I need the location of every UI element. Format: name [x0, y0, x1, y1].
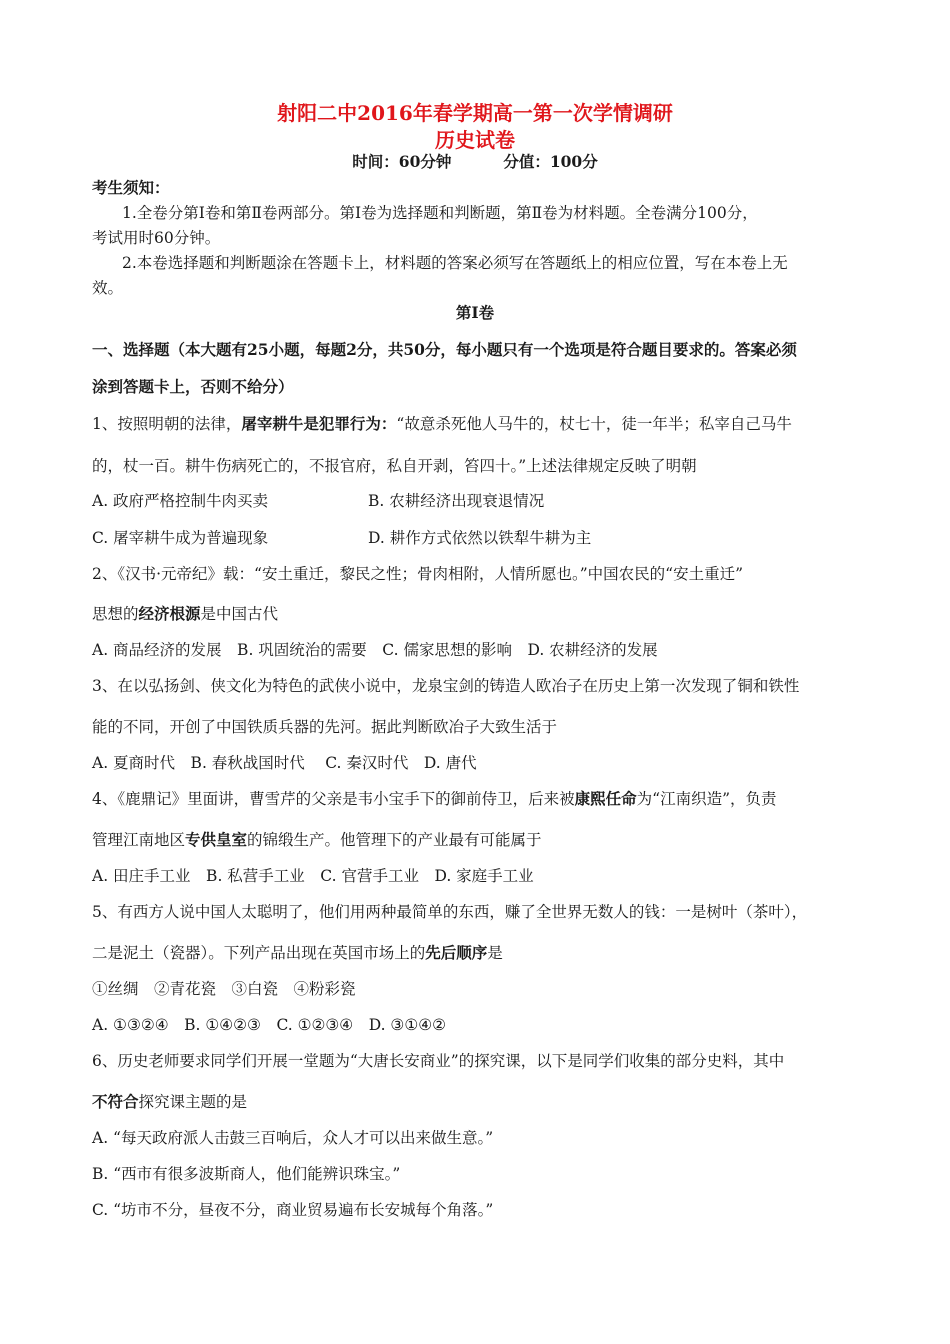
exam-subject: 历史试卷	[435, 128, 515, 152]
question-6-option-b: B. “西市有很多波斯商人，他们能辨识珠宝。”	[92, 1165, 401, 1183]
question-6-text: 探究课主题的是	[138, 1093, 248, 1111]
question-5-stem-cont	[92, 943, 503, 963]
notice-heading: 考生须知：	[92, 178, 170, 197]
question-3-options: A. 夏商时代 B. 春秋战国时代 C. 秦汉时代 D. 唐代	[92, 754, 477, 772]
question-4-text-end: 为“江南织造”，负责	[636, 790, 777, 808]
question-4-text-2: 管理江南地区	[92, 831, 186, 849]
question-5-text-end: 是	[487, 944, 503, 962]
question-4-options: A. 田庄手工业 B. 私营手工业 C. 官营手工业 D. 家庭手工业	[92, 867, 534, 885]
question-6-emphasis: 不符合	[92, 1092, 139, 1111]
exam-time: 时间：60分钟	[352, 152, 452, 171]
question-1-quote: “故意杀死他人马牛的，杖七十，徒一年半；私宰自己马牛	[396, 415, 792, 433]
question-4-stem-cont	[92, 830, 542, 850]
question-2-stem-cont	[92, 604, 278, 624]
question-6-option-a: A. “每天政府派人击鼓三百响后，众人才可以出来做生意。”	[92, 1129, 494, 1147]
question-1-text: 1、按照明朝的法律，	[92, 415, 242, 433]
question-2-text-end: 是中国古代	[200, 605, 279, 623]
question-6-option-c: C. “坊市不分，昼夜不分，商业贸易遍布长安城每个角落。”	[92, 1201, 494, 1219]
question-6-stem: 6、历史老师要求同学们开展一堂题为“大唐长安商业”的探究课，以下是同学们收集的部分史料，其中	[92, 1052, 785, 1070]
question-4-text: 4、《鹿鼎记》里面讲，曹雪芹的父亲是韦小宝手下的御前侍卫，后来被	[92, 790, 575, 808]
notice-item-2: 2.本卷选择题和判断题涂在答题卡上，材料题的答案必须写在答题纸上的相应位置，写在本卷上无	[122, 254, 788, 272]
question-2-stem: 2、《汉书·元帝纪》载：“安土重迁，黎民之性；骨肉相附，人情所愿也。”中国农民的“安土重迁”	[92, 565, 743, 583]
notice-item-1-cont: 考试用时60分钟。	[92, 229, 221, 247]
question-5-items: ①丝绸 ②青花瓷 ③白瓷 ④粉彩瓷	[92, 980, 356, 998]
question-5-text: 二是泥土（瓷器）。下列产品出现在英国市场上的	[92, 944, 426, 962]
notice-item-1: 1.全卷分第Ⅰ卷和第Ⅱ卷两部分。第Ⅰ卷为选择题和判断题，第Ⅱ卷为材料题。全卷满分100分，	[122, 204, 758, 222]
question-4-stem	[92, 789, 777, 809]
question-1-option-a: A. 政府严格控制牛肉买卖	[92, 492, 269, 510]
part1-heading-cont: 涂到答题卡上，否则不给分）	[92, 377, 294, 396]
question-1-stem-cont: 的，杖一百。耕牛伤病死亡的，不报官府，私自开剥，笞四十。”上述法律规定反映了明朝	[92, 457, 697, 475]
question-1-option-b: B. 农耕经济出现衰退情况	[368, 492, 545, 510]
question-4-emphasis: 康熙任命	[574, 789, 637, 808]
question-1-stem	[92, 414, 792, 434]
question-6-stem-cont	[92, 1092, 247, 1112]
question-5-emphasis: 先后顺序	[425, 943, 488, 962]
volume-title: 第Ⅰ卷	[455, 303, 495, 322]
question-5-options: A. ①③②④ B. ①④②③ C. ①②③④ D. ③①④②	[92, 1016, 447, 1034]
exam-title: 射阳二中2016年春学期高一第一次学情调研	[277, 101, 673, 125]
exam-score: 分值：100分	[503, 152, 598, 171]
question-2-emphasis: 经济根源	[138, 604, 201, 623]
question-2-text: 思想的	[92, 605, 139, 623]
question-4-emphasis-2: 专供皇室	[185, 830, 248, 849]
question-3-stem: 3、在以弘扬剑、侠文化为特色的武侠小说中，龙泉宝剑的铸造人欧冶子在历史上第一次发现了铜和铁性	[92, 677, 800, 695]
question-1-option-c: C. 屠宰耕牛成为普遍现象	[92, 529, 269, 547]
question-2-options: A. 商品经济的发展 B. 巩固统治的需要 C. 儒家思想的影响 D. 农耕经济的发展	[92, 641, 658, 659]
question-1-option-d: D. 耕作方式依然以铁犁牛耕为主	[368, 529, 592, 547]
question-5-stem: 5、有西方人说中国人太聪明了，他们用两种最简单的东西，赚了全世界无数人的钱：一是树叶（茶叶），	[92, 903, 808, 921]
part1-heading: 一、选择题（本大题有25小题，每题2分，共50分，每小题只有一个选项是符合题目要求的。答案必须	[92, 340, 797, 359]
exam-meta	[0, 152, 950, 172]
question-1-emphasis: 屠宰耕牛是犯罪行为：	[241, 414, 397, 433]
notice-item-2-cont: 效。	[92, 279, 124, 297]
question-4-text-2-end: 的锦缎生产。他管理下的产业最有可能属于	[247, 831, 542, 849]
question-3-stem-cont: 能的不同，开创了中国铁质兵器的先河。据此判断欧冶子大致生活于	[92, 718, 558, 736]
